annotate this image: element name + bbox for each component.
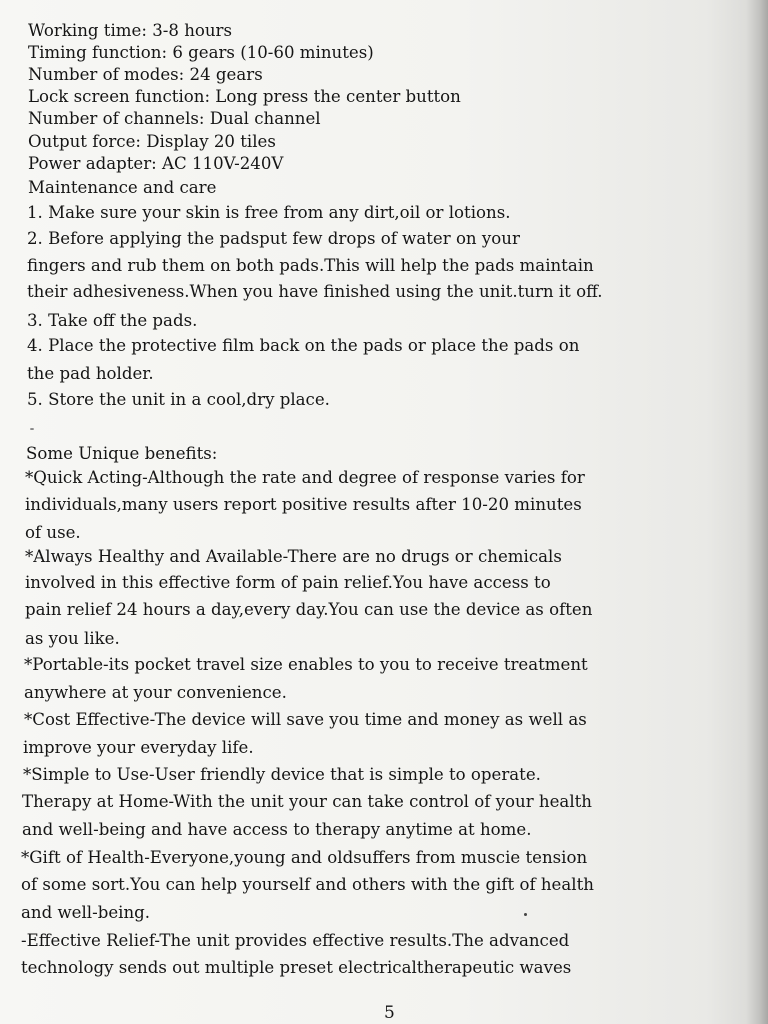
maintenance-line: the pad holder. <box>27 364 154 383</box>
benefits-line: individuals,many users report positive results after 10-20 minutes <box>25 495 582 514</box>
maintenance-line: 5. Store the unit in a cool,dry place. <box>27 390 330 409</box>
benefits-line: and well-being. <box>21 903 151 922</box>
benefits-line: technology sends out multiple preset electricaltherapeutic waves <box>21 958 572 977</box>
benefits-line: *Quick Acting-Although the rate and degree of response varies for <box>25 468 585 487</box>
page-edge-shadow <box>746 0 768 1024</box>
benefits-line: as you like. <box>25 629 120 648</box>
spec-lock-screen: Lock screen function: Long press the center button <box>28 87 461 106</box>
benefits-line: anywhere at your convenience. <box>24 683 287 702</box>
spec-number-of-modes: Number of modes: 24 gears <box>28 65 263 84</box>
benefits-line: Therapy at Home-With the unit your can take control of your health <box>22 792 592 811</box>
benefits-line: of some sort.You can help yourself and others with the gift of health <box>21 875 594 894</box>
maintenance-line: 2. Before applying the padsput few drops of water on your <box>27 229 520 248</box>
benefits-line: improve your everyday life. <box>23 738 254 757</box>
maintenance-line: fingers and rub them on both pads.This will help the pads maintain <box>27 256 594 275</box>
maintenance-line: 1. Make sure your skin is free from any dirt,oil or lotions. <box>27 203 511 222</box>
benefits-line: *Always Healthy and Available-There are no drugs or chemicals <box>25 547 562 566</box>
spec-working-time: Working time: 3-8 hours <box>28 21 233 40</box>
benefits-line: of use. <box>25 523 81 542</box>
spec-power-adapter: Power adapter: AC 110V-240V <box>28 154 284 173</box>
maintenance-line: their adhesiveness.When you have finished using the unit.turn it off. <box>27 282 603 301</box>
paper-mark <box>524 913 527 916</box>
spec-channels: Number of channels: Dual channel <box>28 109 321 128</box>
spec-timing-function: Timing function: 6 gears (10-60 minutes) <box>28 43 374 62</box>
benefits-line: *Portable-its pocket travel size enables to you to receive treatment <box>24 655 588 674</box>
paper-mark <box>30 428 34 430</box>
benefits-line: involved in this effective form of pain relief.You have access to <box>25 573 551 592</box>
maintenance-line: 4. Place the protective film back on the pads or place the pads on <box>27 336 580 355</box>
benefits-line: and well-being and have access to therapy anytime at home. <box>22 820 532 839</box>
benefits-line: *Gift of Health-Everyone,young and oldsuffers from muscie tension <box>21 848 588 867</box>
benefits-line: *Simple to Use-User friendly device that is simple to operate. <box>23 765 541 784</box>
benefits-heading: Some Unique benefits: <box>26 444 218 463</box>
maintenance-line: 3. Take off the pads. <box>27 311 198 330</box>
benefits-line: *Cost Effective-The device will save you time and money as well as <box>24 710 587 729</box>
page-number: 5 <box>384 1003 395 1023</box>
benefits-line: pain relief 24 hours a day,every day.You can use the device as often <box>25 600 593 619</box>
maintenance-heading: Maintenance and care <box>28 178 217 197</box>
benefits-line: -Effective Relief-The unit provides effective results.The advanced <box>21 931 570 950</box>
spec-output-force: Output force: Display 20 tiles <box>28 132 276 151</box>
